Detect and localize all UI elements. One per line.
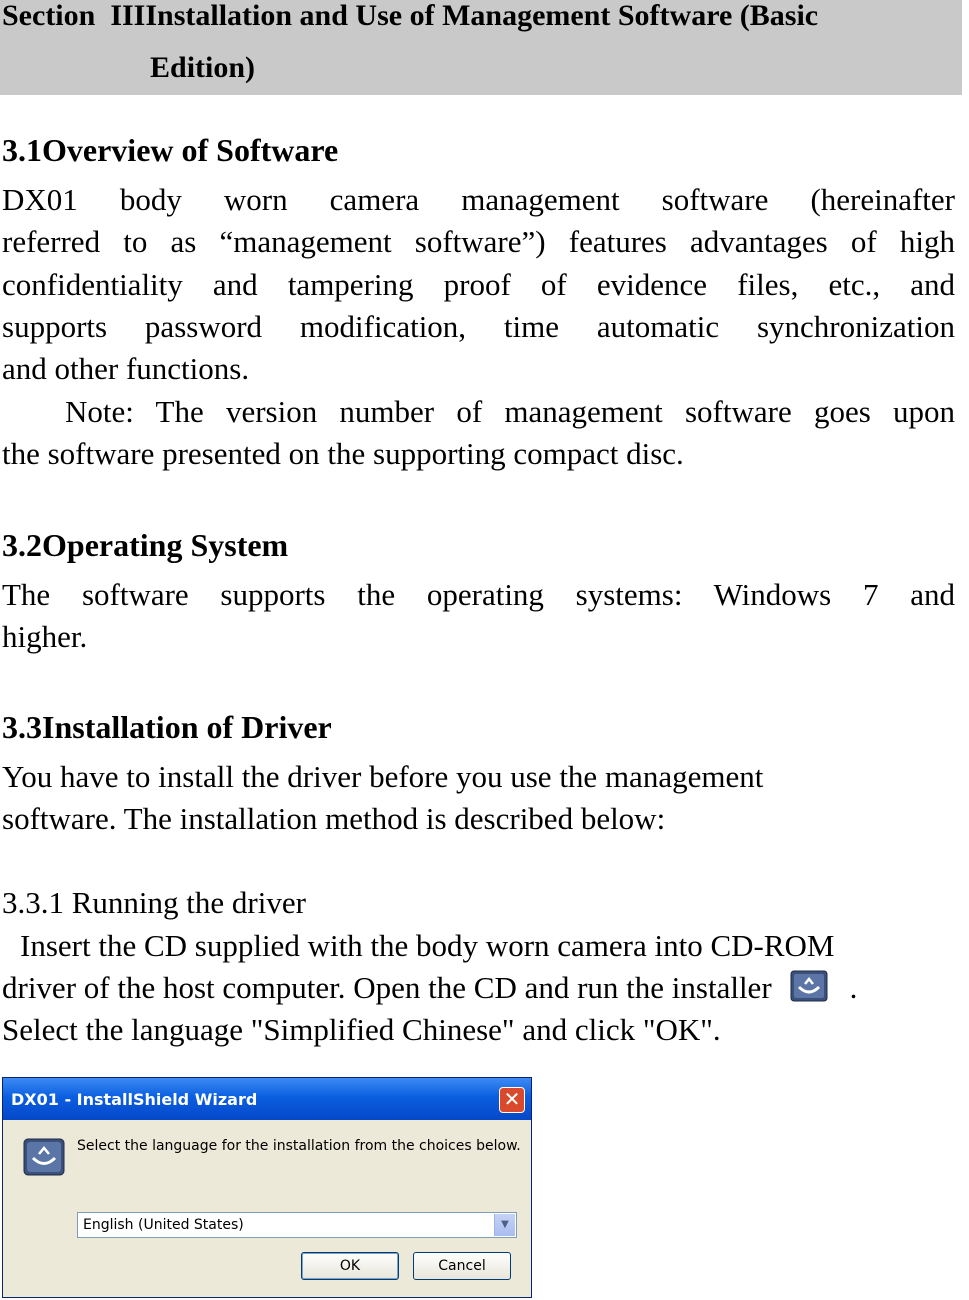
- note-paragraph: [2, 391, 955, 476]
- text-line: the software presented on the supporting compact disc.: [2, 436, 684, 472]
- text-line: Note: The version number of management software goes upon: [65, 394, 955, 429]
- installshield-icon: [790, 970, 828, 1002]
- close-button[interactable]: ✕: [499, 1087, 525, 1113]
- heading-3-1: 3.1Overview of Software: [2, 132, 339, 168]
- driver-intro-line: software. The installation method is described below:: [2, 801, 666, 836]
- overview-paragraph: [2, 179, 955, 390]
- step-line: Insert the CD supplied with the body worn camera into CD-ROM: [20, 928, 835, 963]
- step-line-period: .: [849, 970, 858, 1005]
- language-select[interactable]: [77, 1212, 517, 1238]
- text-line: supports password modification, time automatic synchronization: [2, 308, 955, 344]
- text-line: higher.: [2, 619, 88, 655]
- dialog-title: DX01 - InstallShield Wizard: [11, 1090, 258, 1109]
- text-line: referred to as “management software”) features advantages of high: [2, 224, 955, 260]
- installshield-dialog: [2, 1077, 532, 1298]
- language-select-value: English (United States): [83, 1217, 244, 1233]
- dialog-prompt: Select the language for the installation from the choices below.: [77, 1138, 521, 1154]
- installshield-icon: [23, 1138, 65, 1176]
- heading-3-3: 3.3Installation of Driver: [2, 709, 332, 745]
- sub-heading-3-3-1: 3.3.1 Running the driver: [2, 885, 306, 920]
- step-line-text: driver of the host computer. Open the CD and run the installer: [2, 970, 772, 1005]
- step-line: Select the language "Simplified Chinese" and click "OK".: [2, 1012, 721, 1047]
- ok-button[interactable]: OK: [301, 1252, 399, 1280]
- text-line: and other functions.: [2, 351, 250, 387]
- section-banner: [0, 0, 962, 95]
- os-paragraph: [2, 574, 955, 659]
- chevron-down-icon[interactable]: ▼: [494, 1214, 515, 1236]
- step-line: [2, 970, 857, 1006]
- heading-3-2: 3.2Operating System: [2, 527, 289, 563]
- text-line: DX01 body worn camera management software (hereinafter: [2, 182, 955, 217]
- driver-intro-line: You have to install the driver before you use the management: [2, 759, 764, 794]
- text-line: confidentiality and tampering proof of evidence files, etc., and: [2, 266, 955, 302]
- section-title-line2: Edition): [150, 51, 256, 84]
- section-title-line1: Section IIIInstallation and Use of Management Software (Basic: [2, 0, 819, 32]
- text-line: The software supports the operating systems: Windows 7 and: [2, 577, 955, 612]
- dialog-titlebar[interactable]: [3, 1078, 531, 1120]
- cancel-button[interactable]: Cancel: [413, 1252, 511, 1280]
